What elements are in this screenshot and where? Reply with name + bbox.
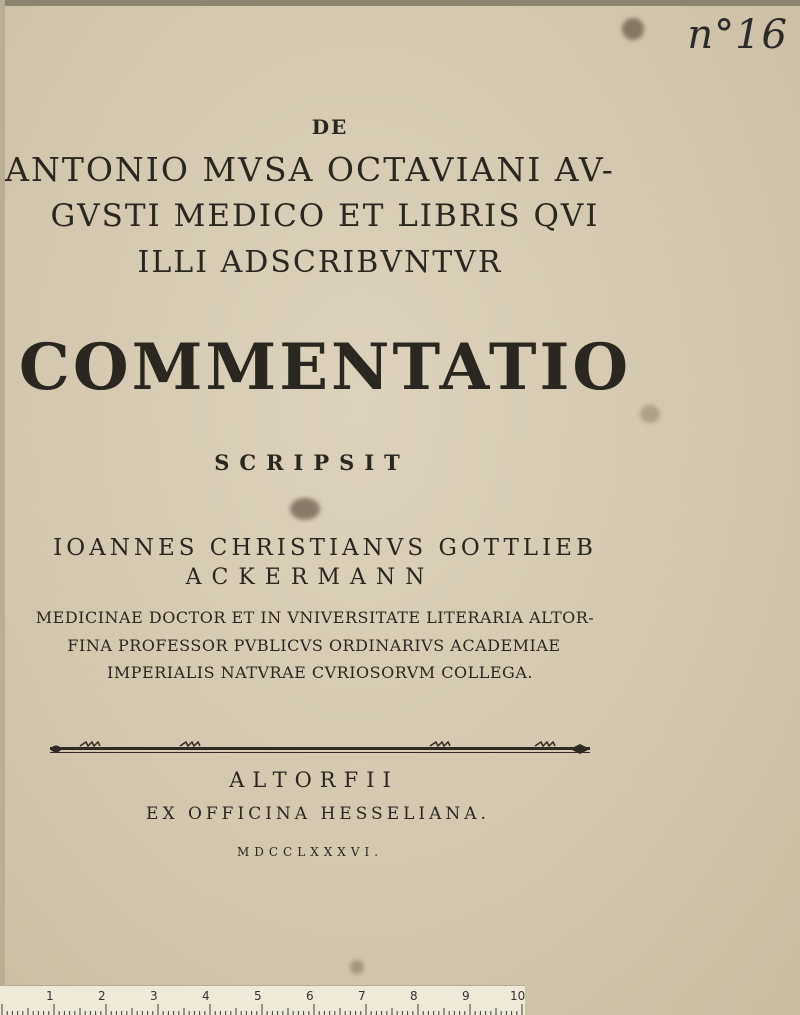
ruler-label-9: 9 xyxy=(462,989,470,1003)
ruler-label-1: 1 xyxy=(46,989,54,1003)
ruler-ticks xyxy=(0,986,525,1015)
stain-lower xyxy=(350,960,364,974)
page-top-edge xyxy=(0,0,800,6)
scripsit-label: SCRIPSIT xyxy=(214,450,410,475)
credentials-line-2: FINA PROFESSOR PVBLICVS ORDINARIVS ACADEMIAE xyxy=(67,636,561,655)
author-name-line-1: IOANNES CHRISTIANVS GOTTLIEB xyxy=(53,535,597,561)
main-title: COMMENTATIO xyxy=(18,330,632,405)
title-de: DE xyxy=(311,115,349,139)
imprint-printer: EX OFFICINA HESSELIANA. xyxy=(146,804,490,824)
ruler-label-3: 3 xyxy=(150,989,158,1003)
imprint-year: MDCCLXXXVI. xyxy=(236,845,384,859)
credentials-line-3: IMPERIALIS NATVRAE CVRIOSORVM COLLEGA. xyxy=(107,663,533,682)
title-line-2: GVSTI MEDICO ET LIBRIS QVI xyxy=(50,198,600,234)
scale-ruler xyxy=(0,985,525,1015)
stain-top-right xyxy=(622,18,644,40)
ornamental-divider xyxy=(50,740,600,758)
ruler-label-5: 5 xyxy=(254,989,262,1003)
imprint-place: ALTORFII xyxy=(229,768,399,792)
title-line-3: ILLI ADSCRIBVNTVR xyxy=(137,245,503,280)
ruler-label-10: 10 xyxy=(510,989,526,1003)
ruler-label-6: 6 xyxy=(306,989,314,1003)
credentials-line-1: MEDICINAE DOCTOR ET IN VNIVERSITATE LITERARIA ALTOR- xyxy=(35,608,595,627)
handwritten-note: n°16 xyxy=(687,12,788,58)
ruler-label-4: 4 xyxy=(202,989,210,1003)
ruler-label-7: 7 xyxy=(358,989,366,1003)
title-line-1: ANTONIO MVSA OCTAVIANI AV- xyxy=(5,150,615,189)
stain-center xyxy=(290,498,320,520)
author-name-line-2: ACKERMANN xyxy=(185,565,435,590)
ruler-label-2: 2 xyxy=(98,989,106,1003)
ruler-label-8: 8 xyxy=(410,989,418,1003)
stain-right xyxy=(640,405,660,423)
